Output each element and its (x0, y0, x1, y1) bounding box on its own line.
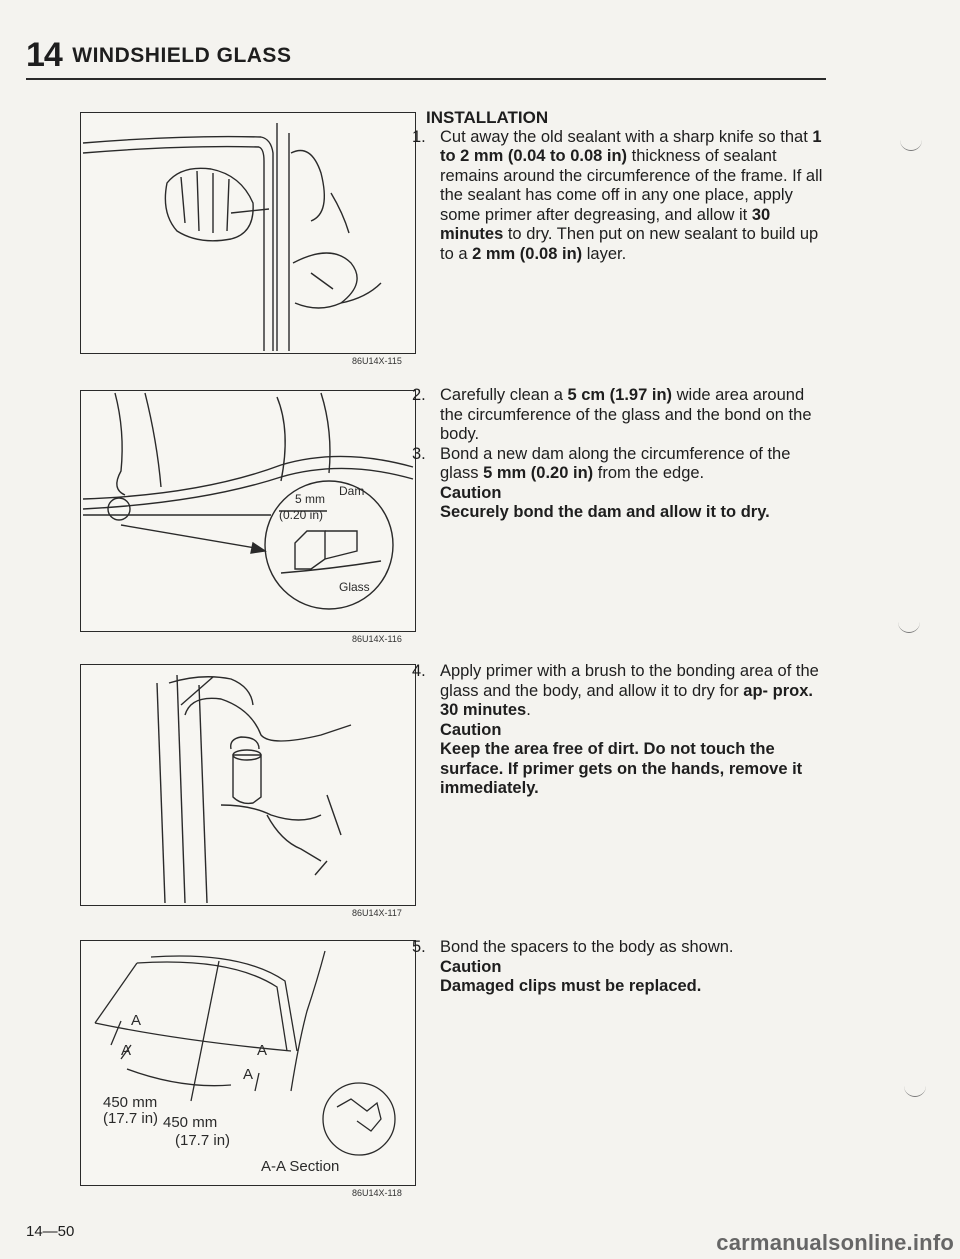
figure-code: 86U14X-117 (352, 908, 402, 918)
watermark-site: carmanualsonline.info (716, 1230, 954, 1255)
label-5mm: 5 mm (295, 492, 325, 506)
step-text: from the edge. (593, 464, 705, 482)
caution-text: Keep the area free of dirt. Do not touch the surface. If primer gets on the hands, remove it immediately. (440, 740, 803, 797)
step-spec: 5 mm (0.20 in) (483, 464, 594, 482)
step-4-block (412, 662, 830, 799)
step-spec: 2 mm (0.08 in) (472, 244, 583, 263)
label-glass: Glass (339, 580, 370, 594)
caution-heading: Caution (440, 720, 502, 739)
illustration-dam (81, 391, 415, 631)
binding-mark (900, 140, 922, 151)
binding-mark (904, 1086, 926, 1097)
figure-spacers (80, 940, 416, 1186)
binding-mark (898, 622, 920, 633)
figure-cut-sealant (80, 112, 416, 354)
label-a: A (257, 1042, 268, 1059)
step-1 (412, 127, 830, 265)
step-text: Cut away the old sealant with a sharp knife so that (440, 127, 813, 146)
label-aa-section: A-A Section (261, 1158, 340, 1175)
label-a: A (131, 1012, 142, 1029)
step-number: 4. (412, 662, 426, 680)
caution-heading: Caution (440, 483, 502, 502)
figure-primer (80, 664, 416, 906)
header-rule (26, 78, 826, 80)
step-number: 1. (412, 127, 426, 146)
step-4 (412, 662, 830, 721)
installation-section (412, 108, 830, 264)
illustration-spacers (81, 941, 415, 1185)
step-text: Apply primer with a brush to the bonding area of the glass and the body, and allow it to dry for (440, 662, 819, 700)
step-text: Carefully clean a (440, 386, 568, 404)
caution-text: Damaged clips must be replaced. (440, 977, 702, 995)
illustration-primer (81, 665, 415, 905)
step-text: layer. (582, 244, 627, 263)
step-number: 3. (412, 444, 426, 463)
label-177in: (17.7 in) (103, 1110, 159, 1127)
step-text: Bond the spacers to the body as shown. (440, 938, 734, 956)
step-spec: 5 cm (1.97 in) (567, 386, 673, 404)
figure-code: 86U14X-118 (352, 1188, 402, 1198)
label-a: A (243, 1066, 254, 1083)
label-450mm: 450 mm (103, 1094, 158, 1111)
step-text: Bond a new dam along the circumference of the glass (440, 444, 791, 482)
step-text: . (526, 701, 531, 719)
label-020in: (0.20 in) (279, 508, 324, 522)
figure-code: 86U14X-116 (352, 634, 402, 644)
label-177in: (17.7 in) (175, 1132, 231, 1149)
illustration-cut-sealant (81, 113, 415, 353)
step-5 (412, 938, 830, 958)
step-number: 5. (412, 938, 426, 956)
step-spec: 1 to 2 mm (0.04 to 0.08 in) (440, 127, 822, 165)
step-text: thickness of sealant remains around the circumference of the frame. If all the sealant has come off in any one place, apply some primer after degreasing, and allow it (440, 147, 823, 224)
step-3 (412, 444, 830, 484)
label-dam: Dam (339, 484, 365, 498)
step-text: wide area around the circumference of the glass and the bond on the body. (440, 386, 812, 443)
step-5-block (412, 938, 830, 997)
caution-heading: Caution (440, 957, 502, 976)
page-number: 14—50 (26, 1223, 75, 1240)
chapter-number: 14 (26, 36, 62, 74)
label-a: A (121, 1042, 132, 1059)
installation-heading: INSTALLATION (426, 108, 549, 127)
step-spec: ap- prox. 30 minutes (440, 681, 813, 719)
step-spec: 30 minutes (440, 205, 771, 243)
figure-dam (80, 390, 416, 632)
page-header (26, 36, 826, 75)
steps-2-3 (412, 386, 830, 523)
step-text: to dry. Then put on new sealant to build up to a (440, 225, 819, 263)
caution-text: Securely bond the dam and allow it to dry. (440, 503, 770, 521)
step-number: 2. (412, 386, 426, 404)
figure-code: 86U14X-115 (352, 356, 402, 366)
label-450mm: 450 mm (163, 1114, 218, 1131)
chapter-title: WINDSHIELD GLASS (72, 43, 292, 67)
step-2 (412, 386, 830, 445)
